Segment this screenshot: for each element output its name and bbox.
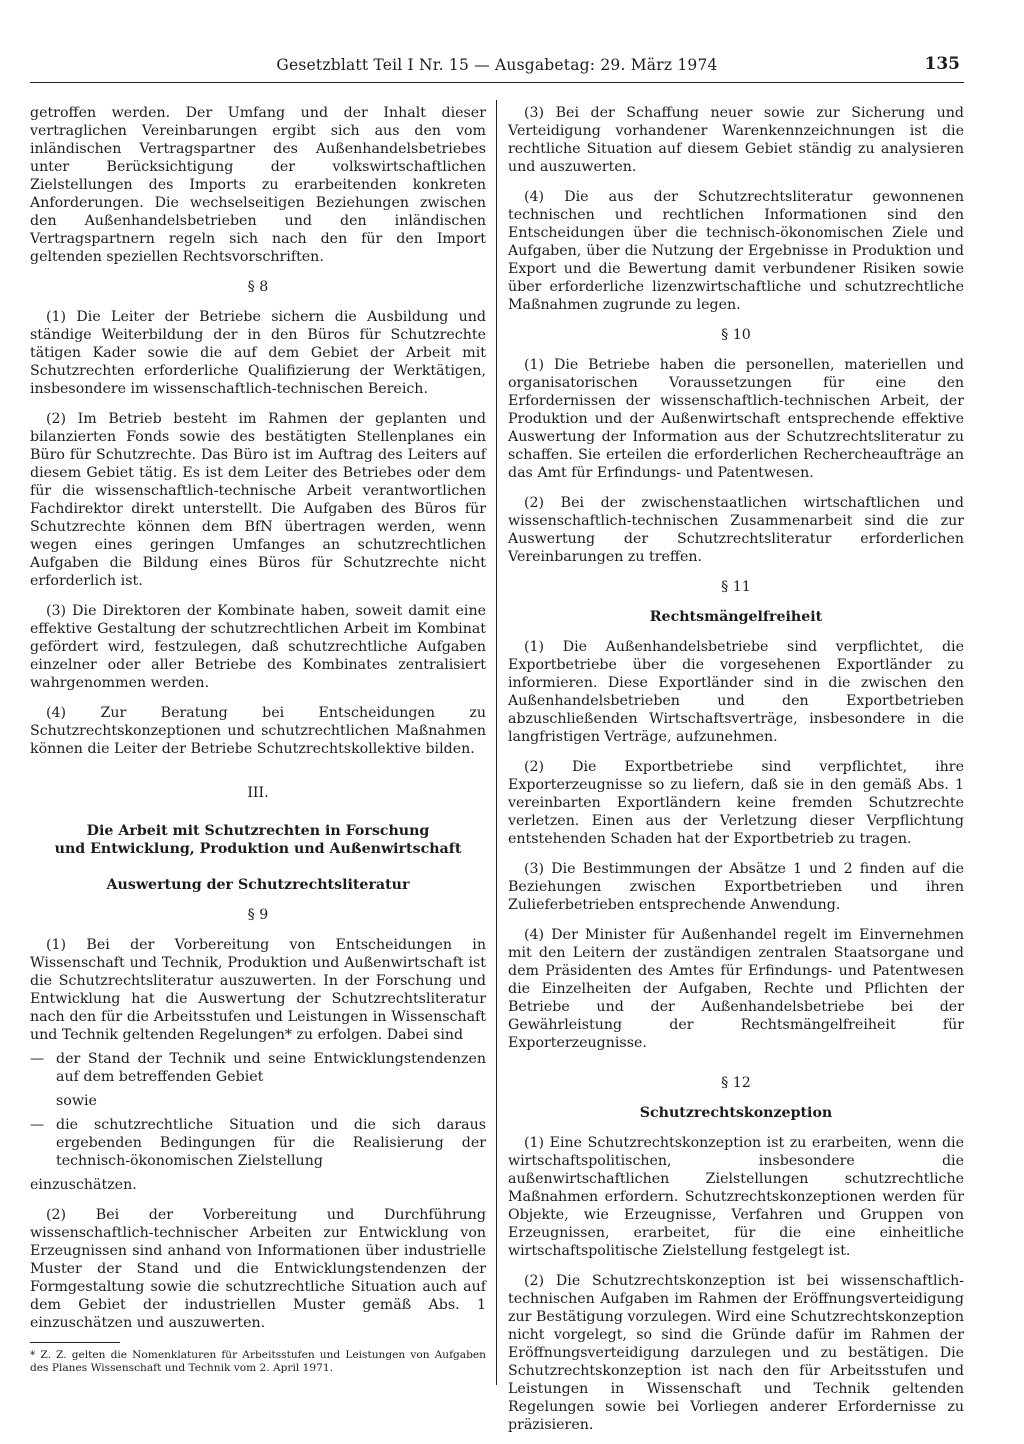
section-9-heading: § 9: [247, 907, 269, 923]
section-12-para-2: (2) Die Schutzrechtskonzeption ist bei wissenschaftlich-technischen Aufgaben im Rahmen der Eröffnungsverteidigung zur Bestätigung vorzulegen. Wird eine Schutzrechtskonzeption nicht vorgelegt, so sind die Gründe dafür im Rahmen der Eröffnungsverteidigung darzulegen und zu bestätigen. Die Schutzrechtskonzeption ist nach den für Arbeitsstufen und Leistungen in Wissenschaft und Technik geltenden Regelungen sowie bei Vorliegen anderer Erfordernisse zu präzisieren.: [508, 1273, 964, 1433]
page-header: [30, 52, 964, 83]
section-10-para-2: (2) Bei der zwischenstaatlichen wirtschaftlichen und wissenschaftlich-technischen Zusammenarbeit sind die zur Auswertung der Schutzrechtsliteratur erforderlichen Vereinbarungen zu treffen.: [508, 495, 964, 565]
list-item: [30, 1116, 486, 1170]
section-11-title: Rechtsmängelfreiheit: [649, 609, 823, 625]
section-11-para-1: (1) Die Außenhandelsbetriebe sind verpflichtet, die Exportbetriebe über die vorgesehenen Exportländer zu informieren. Diese Exportländer sind in die zwischen den Außenhandelsbetrieben und den Exportbetrieben abzuschließenden Wirtschaftsverträge, insbesondere in die langfristigen Verträge, aufzunehmen.: [508, 639, 964, 745]
page-number: 135: [924, 54, 960, 74]
section-8-para-1: (1) Die Leiter der Betriebe sichern die Ausbildung und ständige Weiterbildung der in den Büros für Schutzrechte tätigen Kader sowie die auf dem Gebiet der Arbeit mit Schutzrechten erforderliche Qualifizierung der Werktätigen, insbesondere im wissenschaftlich-technischen Bereich.: [30, 309, 486, 397]
section-8-para-3: (3) Die Direktoren der Kombinate haben, soweit damit eine effektive Gestaltung der schutzrechtlichen Arbeit im Kombinat gefördert wird, festzulegen, daß schutzrechtliche Aufgaben einzelner oder aller Betriebe des Kombinates zentralisiert wahrgenommen werden.: [30, 603, 486, 691]
section-10-heading: § 10: [721, 327, 751, 343]
part-number: III.: [247, 785, 269, 801]
section-9-para-4: (4) Die aus der Schutzrechtsliteratur gewonnenen technischen und rechtlichen Informationen sind den Entscheidungen über die technisch-ökonomischen Ziele und Aufgaben, über die Nutzung der Ergebnisse in Produktion und Export und die Bewertung damit verbundener Risiken sowie über erforderliche lizenzwirtschaftliche und schutzrechtliche Maßnahmen zugrunde zu legen.: [508, 189, 964, 313]
right-column: [508, 104, 964, 1434]
list-item-text: der Stand der Technik und seine Entwicklungstendenzen auf dem betreffenden Gebiet: [56, 1051, 486, 1085]
column-divider: [496, 100, 497, 1385]
section-10-para-1: (1) Die Betriebe haben die personellen, materiellen und organisatorischen Voraussetzungen für eine den Erfordernissen der wissenschaftlich-technischen Arbeit, der Produktion und der Außenwirtschaft entsprechende effektive Auswertung der Information aus der Schutzrechtsliteratur zu schaffen. Sie erteilen die erforderlichen Rechercheaufträge an das Amt für Erfindungs- und Patentwesen.: [508, 357, 964, 481]
section-12-heading: § 12: [721, 1075, 751, 1091]
list-closing: einzuschätzen.: [30, 1177, 137, 1193]
header-title: Gesetzblatt Teil I Nr. 15 — Ausgabetag: 29. März 1974: [276, 56, 718, 74]
section-8-para-2: (2) Im Betrieb besteht im Rahmen der geplanten und bilanzierten Fonds sowie des bestätigten Stellenplanes ein Büro für Schutzrechte. Das Büro ist im Auftrag des Leiters auf diesem Gebiet tätig. Es ist dem Leiter des Betriebes oder dem für die wissenschaftlich-technische Arbeit verantwortlichen Fachdirektor direkt unterstellt. Die Aufgaben des Büros für Schutzrechte können dem BfN übertragen werden, wenn wegen eines geringen Umfanges an schutzrechtlichen Aufgaben die Bildung eines Büros für Schutzrechte nicht erforderlich ist.: [30, 411, 486, 589]
section-12-title: Schutzrechtskonzeption: [639, 1105, 833, 1121]
section-9-para-1: (1) Bei der Vorbereitung von Entscheidungen in Wissenschaft und Technik, Produktion und Außenwirtschaft ist die Schutzrechtsliteratur auszuwerten. In der Forschung und Entwicklung hat die Auswertung der Schutzrechtsliteratur nach den für die Arbeitsstufen und Leistungen in Wissenschaft und Technik geltenden Regelungen* zu erfolgen. Dabei sind: [30, 937, 486, 1043]
section-11-para-3: (3) Die Bestimmungen der Absätze 1 und 2 finden auf die Beziehungen zwischen Exportbetrieben und ihren Zulieferbetrieben entsprechende Anwendung.: [508, 861, 964, 913]
section-11-para-2: (2) Die Exportbetriebe sind verpflichtet, ihre Exporterzeugnisse so zu liefern, daß sie in den gemäß Abs. 1 vereinbarten Exportländern keine fremden Schutzrechte verletzen. Einen aus der Verletzung dieser Verpflichtung entstehenden Schaden hat der Exportbetrieb zu tragen.: [508, 759, 964, 847]
section-8-heading: § 8: [247, 279, 269, 295]
footnote-rule: [30, 1342, 120, 1343]
section-11-heading: § 11: [721, 579, 751, 595]
section-12-para-1: (1) Eine Schutzrechtskonzeption ist zu erarbeiten, wenn die wirtschaftspolitischen, insbesondere die außenwirtschaftlichen Zielstellungen schutzrechtliche Maßnahmen erfordern. Schutzrechtskonzeptionen werden für Objekte, wie Erzeugnisse, Verfahren und Gruppen von Erzeugnissen, erarbeitet, für die eine einheitliche wirtschaftspolitische Zielstellung festgelegt ist.: [508, 1135, 964, 1259]
subsection-title: Auswertung der Schutzrechtsliteratur: [106, 877, 410, 893]
dash-bullet: —: [30, 1051, 45, 1067]
left-column: [30, 104, 486, 1375]
paragraph-continued: getroffen werden. Der Umfang und der Inhalt dieser vertraglichen Vereinbarungen ergibt sich aus den vom inländischen Vertragspartner des Außenhandelsbetriebes unter Berücksichtigung der volkswirtschaftlichen Zielstellungen des Imports zu erarbeitenden konkreten Anforderungen. Die wechselseitigen Beziehungen zwischen den Außenhandelsbetrieben und den inländischen Vertragspartnern regeln sich nach den für den Import geltenden speziellen Rechtsvorschriften.: [30, 105, 486, 265]
list-item-text: die schutzrechtliche Situation und die sich daraus ergebenden Bedingungen für die Realisierung der technisch-ökonomischen Zielstellung: [56, 1117, 486, 1169]
part-title-line-1: Die Arbeit mit Schutzrechten in Forschung: [86, 823, 430, 839]
part-title-line-2: und Entwicklung, Produktion und Außenwirtschaft: [54, 841, 462, 857]
section-8-para-4: (4) Zur Beratung bei Entscheidungen zu Schutzrechtskonzeptionen und schutzrechtlichen Maßnahmen können die Leiter der Betriebe Schutzrechtskollektive bilden.: [30, 705, 486, 757]
dash-bullet: —: [30, 1117, 45, 1133]
list-connector: sowie: [56, 1093, 97, 1109]
section-11-para-4: (4) Der Minister für Außenhandel regelt im Einvernehmen mit den Leitern der zuständigen zentralen Staatsorgane und dem Präsidenten des Amtes für Erfindungs- und Patentwesen die Einzelheiten der Aufgaben, Rechte und Pflichten der Betriebe und der Außenhandelsbetriebe bei der Gewährleistung der Rechtsmängelfreiheit für Exporterzeugnisse.: [508, 927, 964, 1051]
footnote: * Z. Z. gelten die Nomenklaturen für Arbeitsstufen und Leistungen von Aufgaben des Planes Wissenschaft und Technik vom 2. April 1971.: [30, 1349, 486, 1374]
section-9-para-2: (2) Bei der Vorbereitung und Durchführung wissenschaftlich-technischer Arbeiten zur Entwicklung von Erzeugnissen sind anhand von Informationen über industrielle Muster der Stand und die Entwicklungstendenzen der Formgestaltung sowie die schutzrechtliche Situation auch auf dem Gebiet der industriellen Muster gemäß Abs. 1 einzuschätzen und auszuwerten.: [30, 1207, 486, 1331]
list-item: [30, 1050, 486, 1086]
section-9-para-3: (3) Bei der Schaffung neuer sowie zur Sicherung und Verteidigung vorhandener Warenkennzeichnungen ist die rechtliche Situation auf diesem Gebiet ständig zu analysieren und auszuwerten.: [508, 105, 964, 175]
